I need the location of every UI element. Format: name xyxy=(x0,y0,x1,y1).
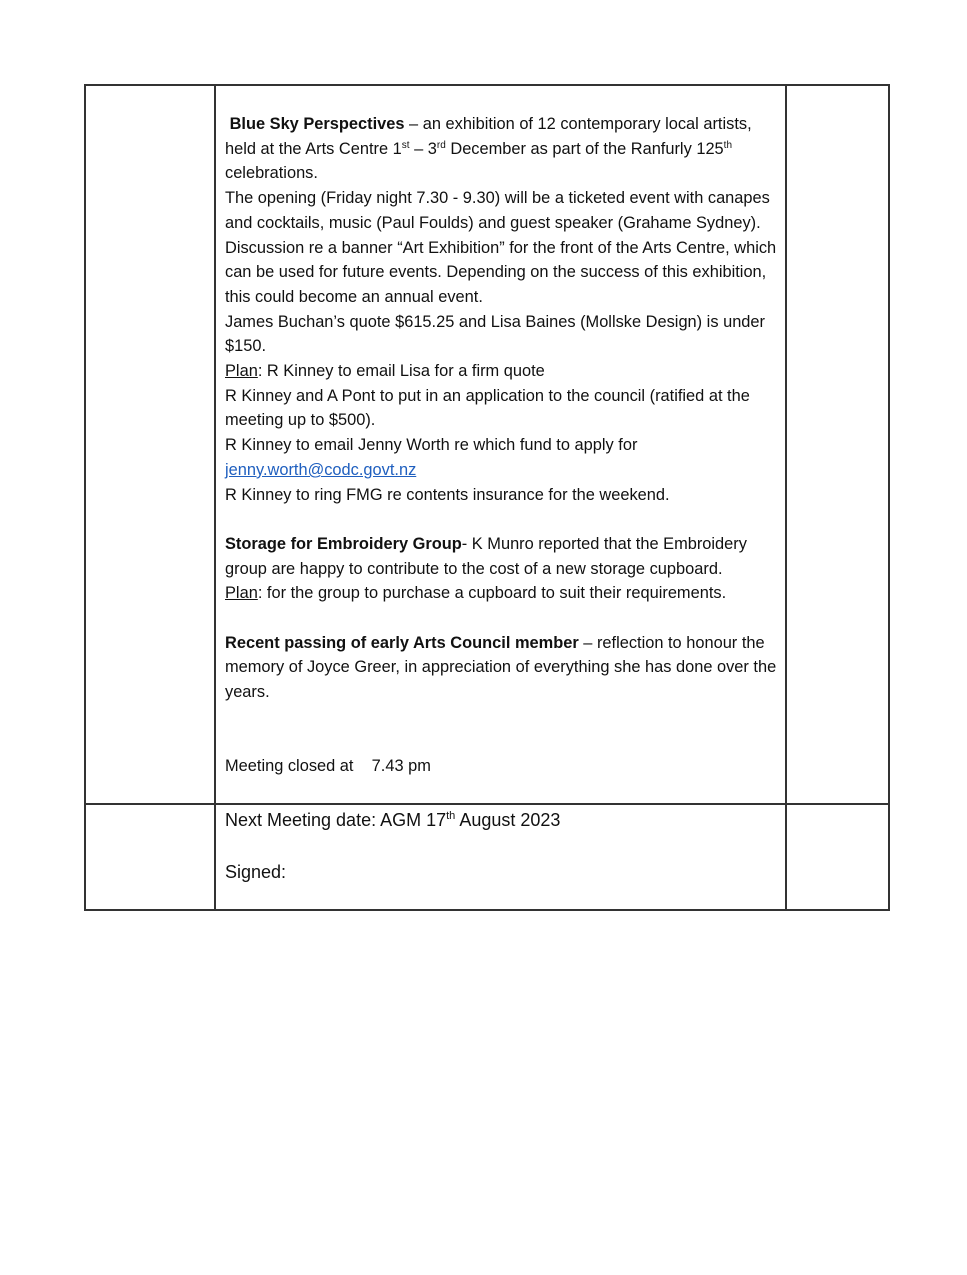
insurance-text: R Kinney to ring FMG re contents insurance for the weekend. xyxy=(225,485,670,504)
application-text: R Kinney and A Pont to put in an application to the council (ratified at the meeting up to $500). xyxy=(225,386,750,430)
email-link[interactable]: jenny.worth@codc.govt.nz xyxy=(225,460,417,479)
spacer xyxy=(225,606,777,631)
storage-plan-line: Plan: for the group to purchase a cupboard to suit their requirements. xyxy=(225,584,727,603)
next-meeting-line: Next Meeting date: AGM 17th August 2023 xyxy=(225,809,561,830)
quote-text: James Buchan’s quote $615.25 and Lisa Baines (Mollske Design) is under $150. xyxy=(225,312,765,356)
opening-text: The opening (Friday night 7.30 - 9.30) will be a ticketed event with canapes and cocktails, music (Paul Foulds) and guest speaker (Grahame Sydney). xyxy=(225,189,770,232)
spacer xyxy=(225,705,777,754)
banner-text: Discussion re a banner “Art Exhibition” for the front of the Arts Centre, which can be used for future events. Depending on the success of this exhibition, this could become an annual event. xyxy=(225,238,777,306)
minutes-row-next xyxy=(85,804,889,910)
passing-paragraph: Recent passing of early Arts Council member – reflection to honour the memory of Joyce Greer, in appreciation of everything she has done over the years. xyxy=(225,633,777,702)
left-cell xyxy=(85,804,215,910)
plan-label: Plan xyxy=(225,362,258,381)
next-meeting-cell xyxy=(215,804,786,910)
blue-sky-paragraph: Blue Sky Perspectives – an exhibition of 12 contemporary local artists, held at the Arts Centre 1st – 3rd December as part of the Ranfurly 125th celebrations. xyxy=(225,115,752,183)
storage-title: Storage for Embroidery Group xyxy=(225,534,462,553)
left-cell xyxy=(85,85,215,804)
plan-label: Plan xyxy=(225,584,258,603)
spacer xyxy=(225,507,777,532)
right-cell xyxy=(786,804,889,910)
minutes-row-main xyxy=(85,85,889,804)
spacer xyxy=(225,833,777,859)
email-jenny-text: R Kinney to email Jenny Worth re which fund to apply for xyxy=(225,436,638,455)
meeting-closed-text: Meeting closed at 7.43 pm xyxy=(225,757,431,776)
minutes-table xyxy=(84,84,890,911)
passing-title: Recent passing of early Arts Council member xyxy=(225,633,579,652)
main-cell xyxy=(215,85,786,804)
blue-sky-title: Blue Sky Perspectives xyxy=(229,115,405,133)
storage-paragraph: Storage for Embroidery Group- K Munro reported that the Embroidery group are happy to contribute to the cost of a new storage cupboard. xyxy=(225,534,747,578)
signed-label: Signed: xyxy=(225,861,287,882)
right-cell xyxy=(786,85,889,804)
email-line xyxy=(225,458,777,483)
plan-line: Plan: R Kinney to email Lisa for a firm quote xyxy=(225,362,545,381)
